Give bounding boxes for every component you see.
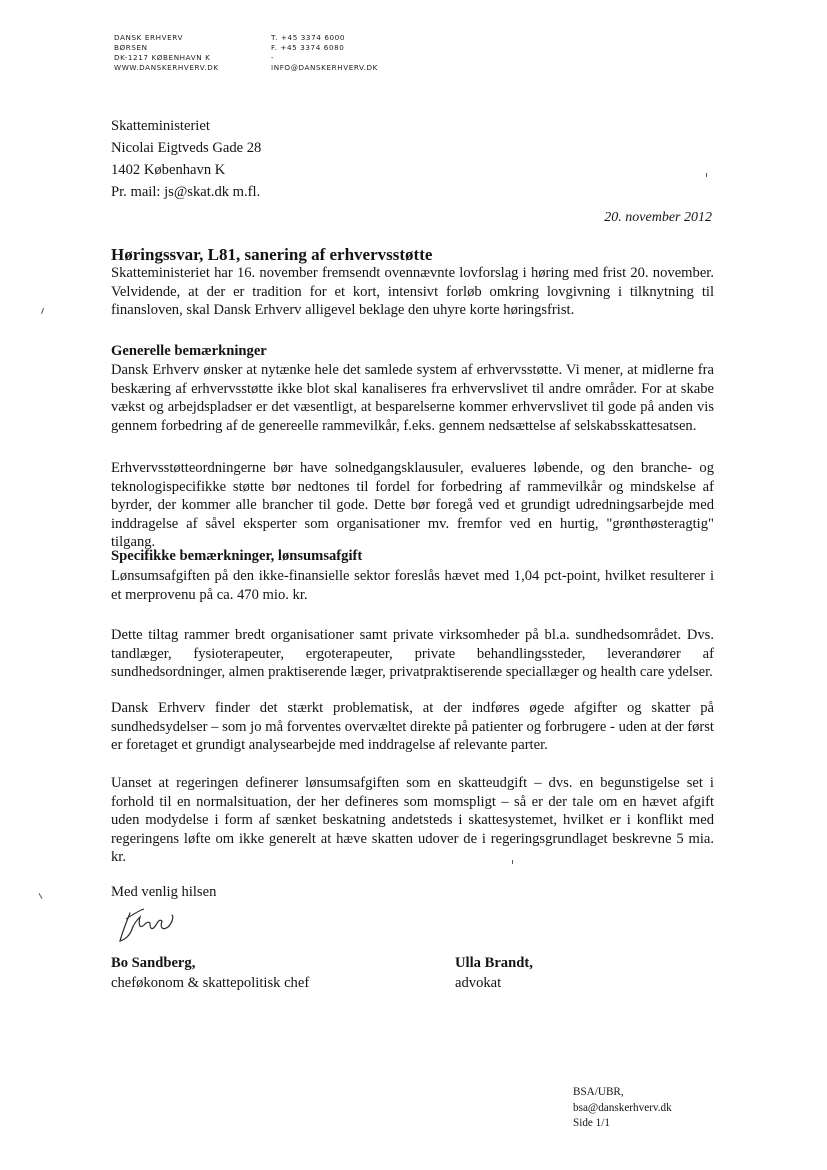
signer-ulla-brandt <box>455 953 533 993</box>
signer-name: Bo Sandberg, <box>111 955 196 971</box>
letterhead-contact <box>271 33 378 73</box>
letterhead-dash: - <box>271 53 275 62</box>
letterhead-postcode: DK-1217 KØBENHAVN K <box>114 53 211 62</box>
recipient-line: Nicolai Eigtveds Gade 28 <box>111 140 262 156</box>
footer-page-number: Side 1/1 <box>573 1117 610 1129</box>
letterhead-building: BØRSEN <box>114 43 148 52</box>
paragraph: Erhvervsstøtteordningerne bør have solnedgangsklausuler, evalueres løbende, og den branche- og teknologispecifikke støtte bør nedtones til fordel for forbedring af rammevilkår og mindskelse af byrder, der kommer alle brancher til gode. Dette bør foregå ved et grundigt udredningsarbejde med inddragelse af såvel eksperter som organisationer mv. fremfor ved en hurtig, "grønthøsteragtig" tilgang. <box>111 460 714 551</box>
footer-reference <box>573 1085 672 1132</box>
letterhead-email: INFO@DANSKERHVERV.DK <box>271 63 378 72</box>
paragraph: Dansk Erhverv finder det stærkt problematisk, at der indføres øgede afgifter og skatter på sundhedsydelser – som jo må forventes overvæltet direkte på patienter og forbrugere - uden at der først er foretaget et grundigt analysearbejde med inddragelse af relevante parter. <box>111 700 714 754</box>
general-heading: Generelle bemærkninger <box>111 343 267 359</box>
specific-paragraph-4 <box>111 774 714 867</box>
closing-greeting: Med venlig hilsen <box>111 884 217 900</box>
scan-speck <box>512 860 513 864</box>
paragraph: Dette tiltag rammer bredt organisationer samt private virksomheder på bl.a. sundhedsområdet. Dvs. tandlæger, fysioterapeuter, ergoterapeuter, private behandlingssteder, leverandører af sundhedsordninger, almen praktiserende læger, privatpraktiserende speciallæger og health care ydelser. <box>111 627 714 681</box>
signer-name: Ulla Brandt, <box>455 955 533 971</box>
letter-title: Høringssvar, L81, sanering af erhvervsstøtte <box>111 245 433 264</box>
footer-initials: BSA/UBR, <box>573 1086 624 1098</box>
scan-speck <box>39 893 43 899</box>
specific-paragraph-3 <box>111 699 714 755</box>
recipient-line: Skatteministeriet <box>111 118 210 134</box>
letterhead-company: DANSK ERHVERV <box>114 33 183 42</box>
recipient-line: Pr. mail: js@skat.dk m.fl. <box>111 184 261 200</box>
specific-paragraph-1 <box>111 567 714 604</box>
specific-heading: Specifikke bemærkninger, lønsumsafgift <box>111 548 363 564</box>
general-paragraph-1 <box>111 361 714 435</box>
general-paragraph-2 <box>111 459 714 552</box>
letterhead-fax: F. +45 3374 6080 <box>271 43 345 52</box>
handwritten-signature <box>116 905 176 945</box>
signer-bo-sandberg <box>111 953 309 993</box>
intro-paragraph <box>111 264 714 320</box>
scan-speck <box>41 308 44 314</box>
letterhead-address <box>114 33 219 73</box>
specific-paragraph-2 <box>111 626 714 682</box>
paragraph: Uanset at regeringen definerer lønsumsafgiften som en skatteudgift – dvs. en begunstigelse set i forhold til en normalsituation, der her defineres som momspligt – så er der tale om en hævet afgift uden modydelse i form af sænket beskatning andetsteds i skattesystemet, hvilket er i konflikt med regeringens løfte om ikke generelt at hæve skatten udover de i regeringsgrundlaget beskrevne 5 mia. kr. <box>111 775 714 866</box>
letter-date: 20. november 2012 <box>604 210 712 225</box>
recipient-address <box>111 115 261 203</box>
paragraph: Skatteministeriet har 16. november fremsendt ovennævnte lovforslag i høring med frist 20. november. Velvidende, at der er tradition for et kort, intensivt forløb omkring lovgivning i tilknytning til finansloven, skal Dansk Erhverv alligevel beklage den uhyre korte høringsfrist. <box>111 265 714 319</box>
footer-email: bsa@danskerhverv.dk <box>573 1101 672 1114</box>
letterhead-website: WWW.DANSKERHVERV.DK <box>114 63 219 72</box>
signer-role: advokat <box>455 975 502 991</box>
signer-role: cheføkonom & skattepolitisk chef <box>111 975 310 991</box>
recipient-line: 1402 København K <box>111 162 226 178</box>
paragraph: Dansk Erhverv ønsker at nytænke hele det samlede system af erhvervsstøtte. Vi mener, at midlerne fra beskæring af erhvervsstøtte ikke blot skal kanaliseres fra erhvervslivet til andre områder. For at skabe vækst og arbejdspladser er det væsentligt, at besparelserne kommer erhvervslivet til gode på anden vis gennem forbedring af de genereelle rammevilkår, f.eks. gennem nedsættelse af selskabsskattesatsen. <box>111 362 714 434</box>
letterhead-phone: T. +45 3374 6000 <box>271 33 346 42</box>
paragraph: Lønsumsafgiften på den ikke-finansielle sektor foreslås hævet med 1,04 pct-point, hvilket resulterer i et merprovenu på ca. 470 mio. kr. <box>111 568 714 603</box>
scan-speck <box>706 173 707 177</box>
